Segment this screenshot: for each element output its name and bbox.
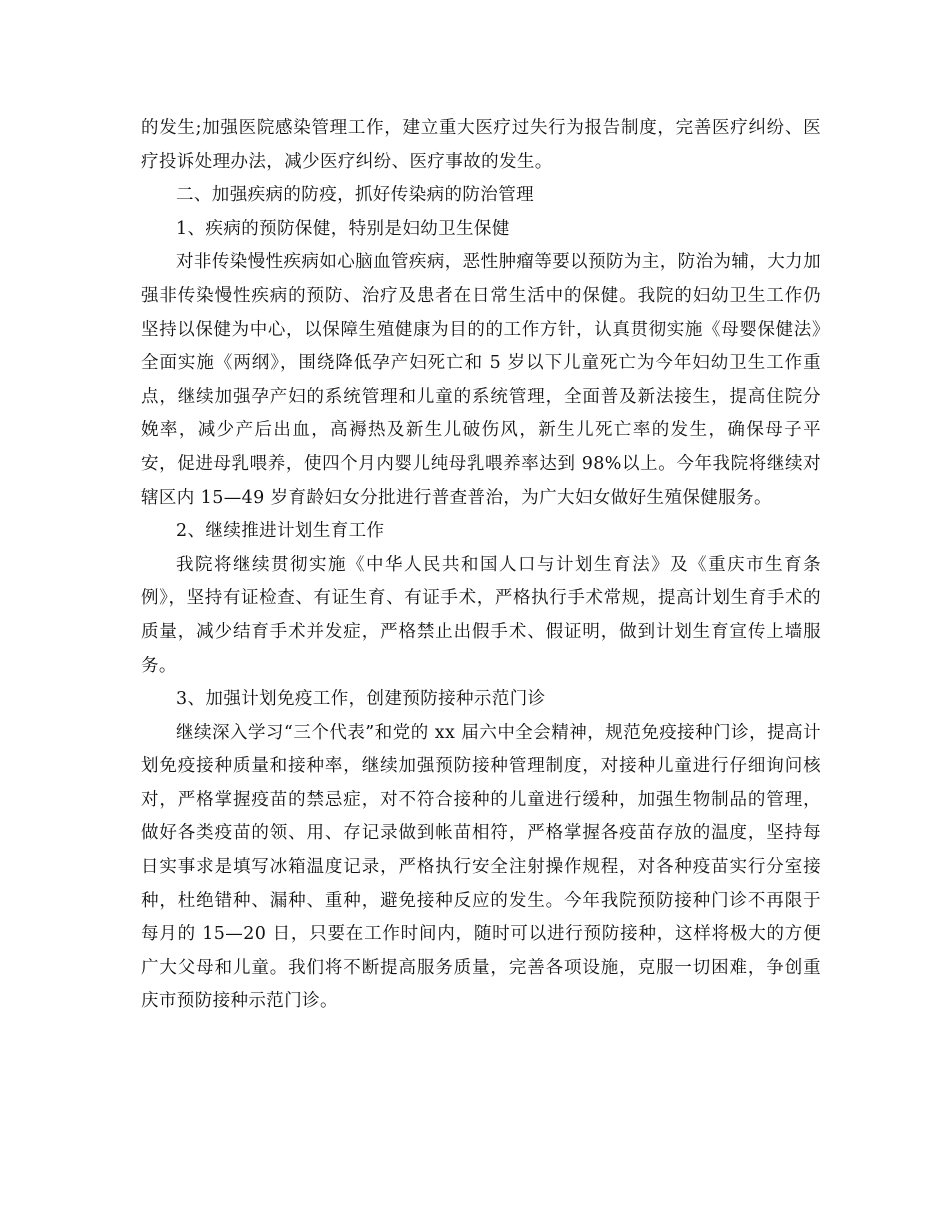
paragraph-family-planning: 我院将继续贯彻实施《中华人民共和国人口与计划生育法》及《重庆市生育条例》，坚持有证检查、有证生育、有证手术，严格执行手术常规，提高计划生育手术的质量，减少结育手术并发症，严格禁止出假手术、假证明，做到计划生育宣传上墙服务。	[141, 554, 821, 676]
subsection-heading-2: 2、继续推进计划生育工作	[176, 521, 385, 542]
subsection-heading-3: 3、加强计划免疫工作，创建预防接种示范门诊	[176, 689, 546, 710]
paragraph-continuation: 的发生;加强医院感染管理工作，建立重大医疗过失行为报告制度，完善医疗纠纷、医疗投诉处理办法，减少医疗纠纷、医疗事故的发生。	[141, 118, 821, 172]
paragraph-immunization: 继续深入学习“三个代表”和党的 xx 届六中全会精神，规范免疫接种门诊，提高计划免疫接种质量和接种率，继续加强预防接种管理制度，对接种儿童进行仔细询问核对，严格掌握疫苗的禁忌症，对不符合接种的儿童进行缓种，加强生物制品的管理，做好各类疫苗的领、用、存记录做到帐苗相符，严格掌握各疫苗存放的温度，坚持每日实事求是填写冰箱温度记录，严格执行安全注射操作规程，对各种疫苗实行分室接种，杜绝错种、漏种、重种，避免接种反应的发生。今年我院预防接种门诊不再限于每月的 15—20 日，只要在工作时间内，随时可以进行预防接种，这样将极大的方便广大父母和儿童。我们将不断提高服务质量，完善各项设施，克服一切困难，争创重庆市预防接种示范门诊。	[141, 722, 821, 1012]
paragraph-maternal-child-health: 对非传染慢性疾病如心脑血管疾病，恶性肿瘤等要以预防为主，防治为辅，大力加强非传染慢性疾病的预防、治疗及患者在日常生活中的保健。我院的妇幼卫生工作仍坚持以保健为中心，以保障生殖健康为目的的工作方针，认真贯彻实施《母婴保健法》全面实施《两纲》，围绕降低孕产妇死亡和 5 岁以下儿童死亡为今年妇幼卫生工作重点，继续加强孕产妇的系统管理和儿童的系统管理，全面普及新法接生，提高住院分娩率，减少产后出血，高褥热及新生儿破伤风，新生儿死亡率的发生，确保母子平安，促进母乳喂养，使四个月内婴儿纯母乳喂养率达到 98%以上。今年我院将继续对辖区内 15—49 岁育龄妇女分批进行普查普治，为广大妇女做好生殖保健服务。	[141, 252, 821, 508]
section-heading-2: 二、加强疾病的防疫，抓好传染病的防治管理	[176, 185, 534, 206]
subsection-heading-1: 1、疾病的预防保健，特别是妇幼卫生保健	[176, 218, 510, 239]
document-body	[141, 112, 821, 1019]
